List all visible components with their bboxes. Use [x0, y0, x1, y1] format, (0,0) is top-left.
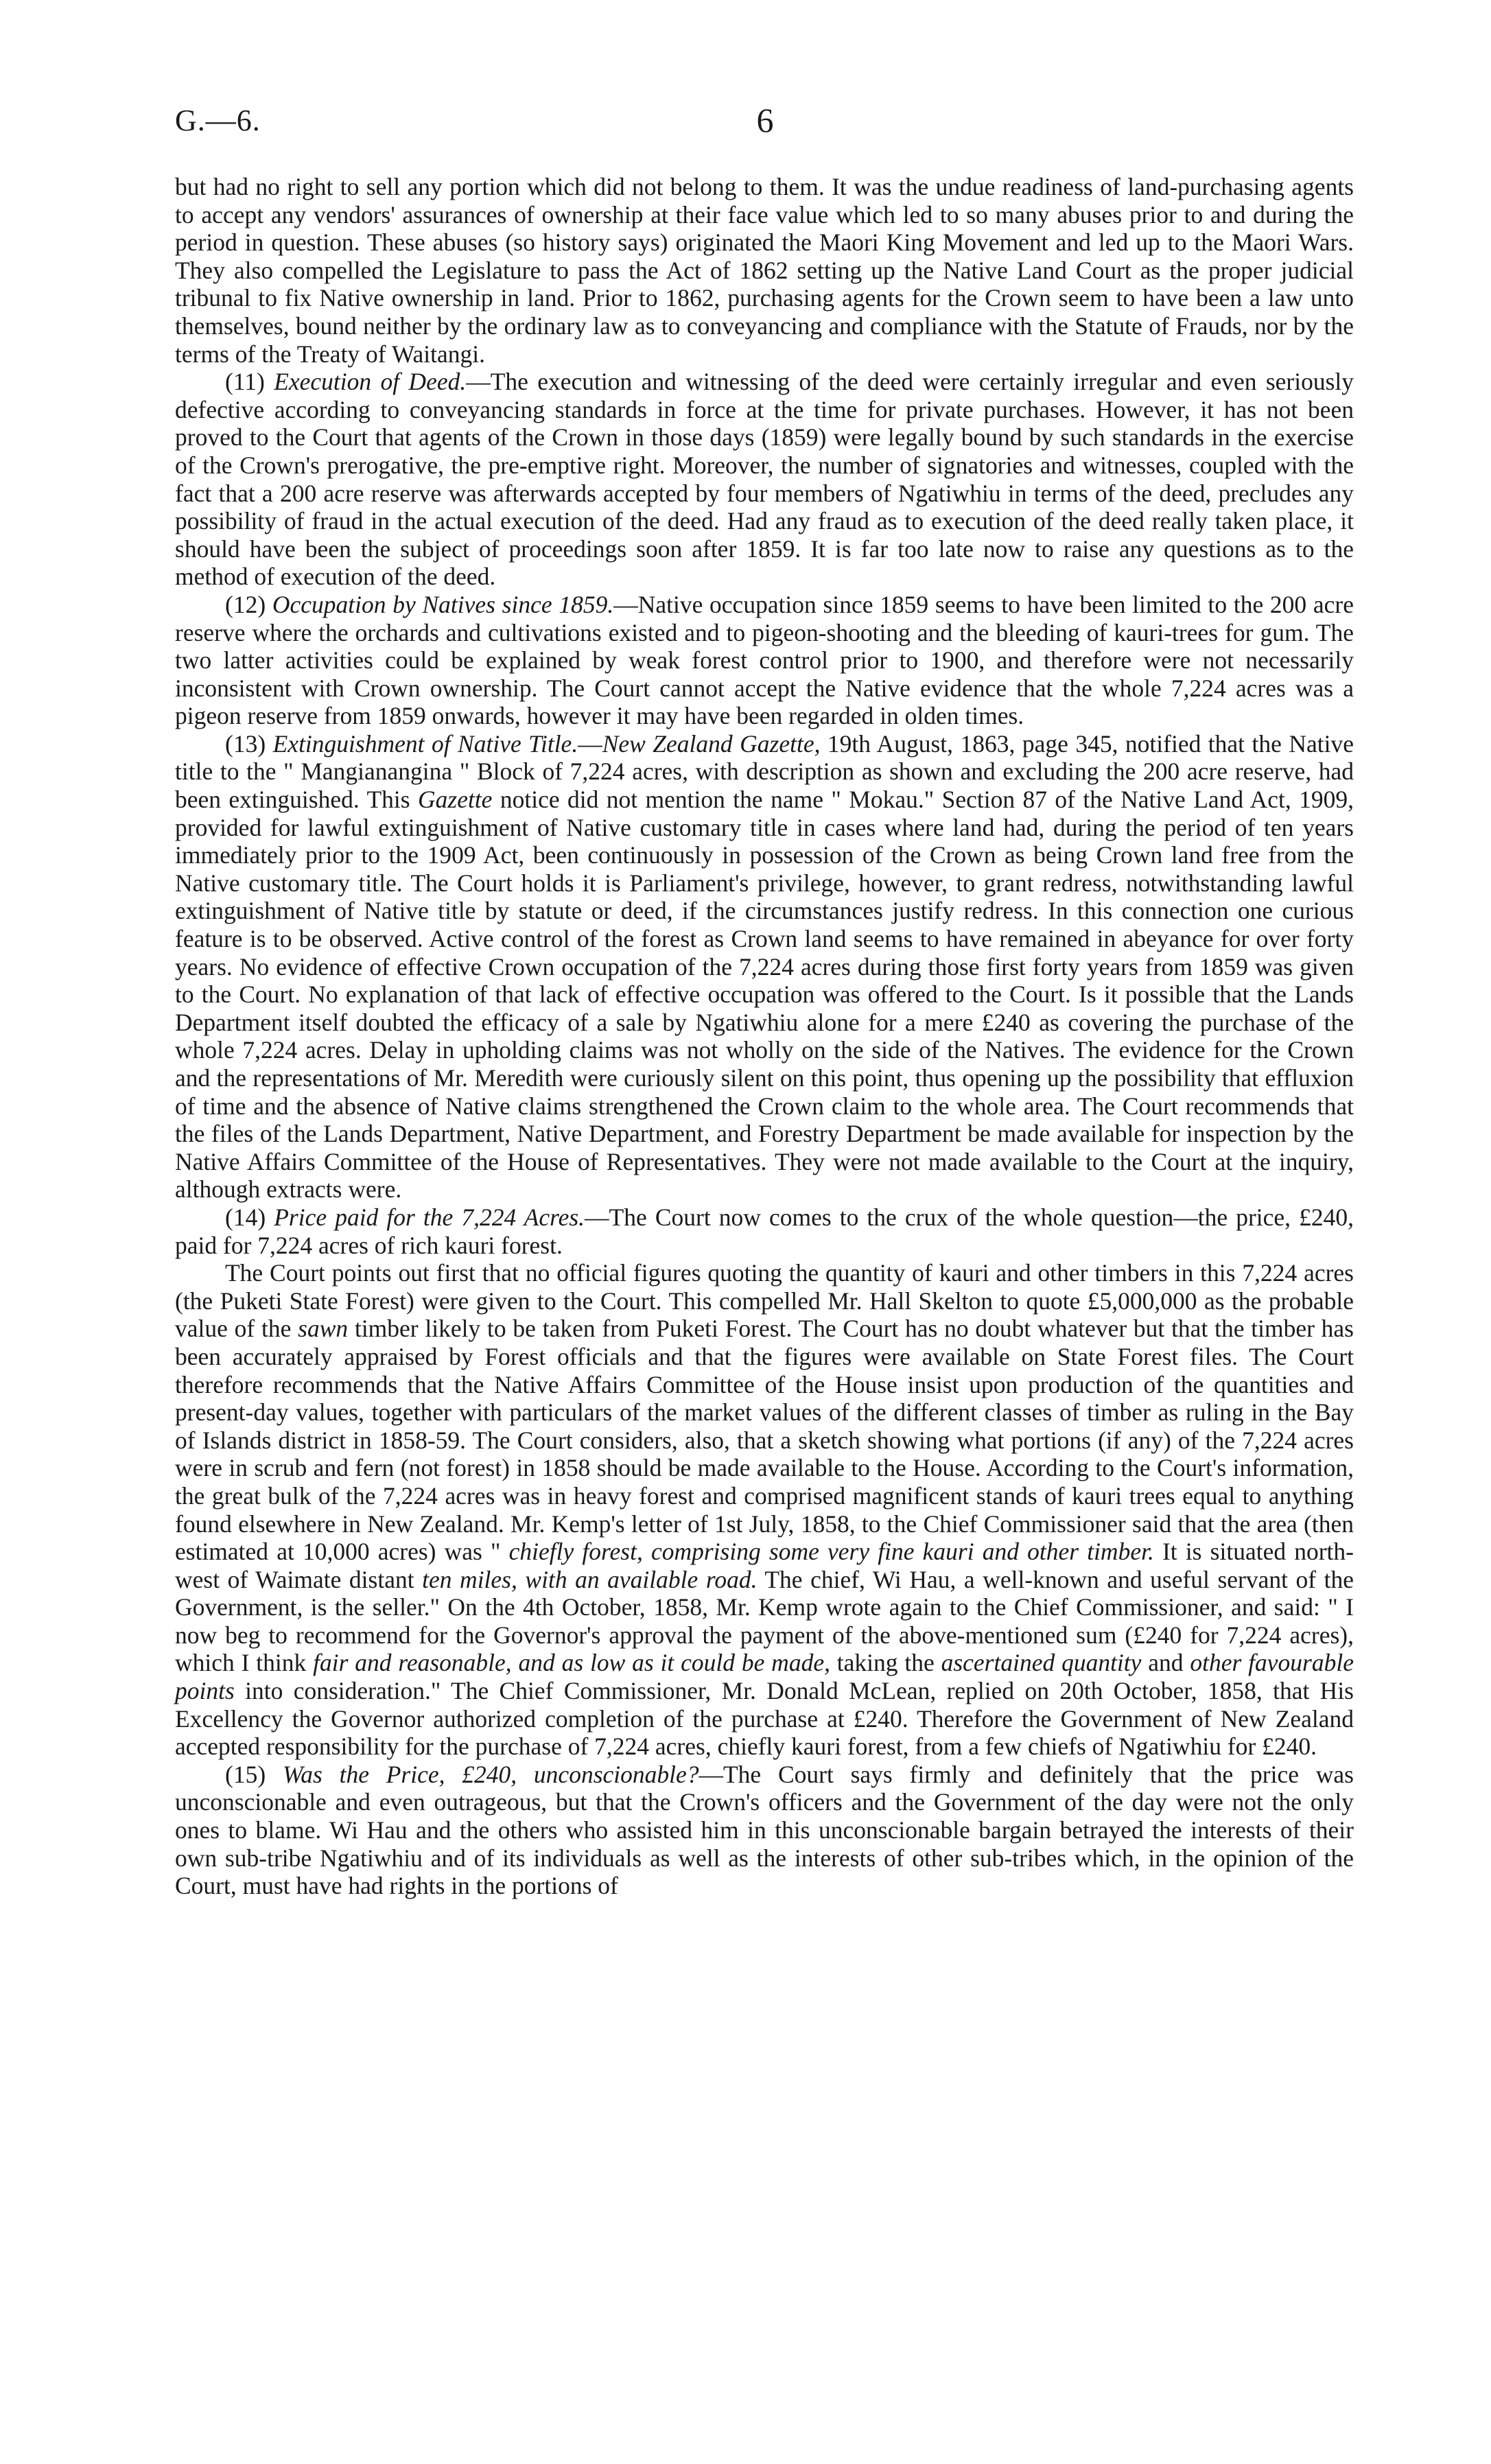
paragraph — [175, 730, 1354, 1204]
text-run: (11) — [225, 368, 274, 396]
text-run: notice did not mention the name " Mokau." Section 87 of the Native Land Act, 1909, provided for lawful extinguishment of Native customary title in cases where land had, during the period of ten years immediately prior to the 1909 Act, been continuously in possession of the Crown as being Crown land free from the Native customary title. The Court holds it is Parliament's privilege, however, to grant redress, notwithstanding lawful extinguishment of Native title by statute or deed, if the circumstances justify redress. In this connection one curious feature is to be observed. Active control of the forest as Crown land seems to have remained in abeyance for over forty years. No evidence of effective Crown occupation of the 7,224 acres during those first forty years from 1859 was given to the Court. No explanation of that lack of effective occupation was offered to the Court. Is it possible that the Lands Department itself doubted the efficacy of a sale by Ngatiwhiu alone for a mere £240 as covering the purchase of the whole 7,224 acres. Delay in upholding claims was not wholly on the side of the Natives. The evidence for the Crown and the representations of Mr. Meredith were curiously silent on this point, thus opening up the possibility that effluxion of time and the absence of Native claims strengthened the Crown claim to the whole area. The Court recommends that the files of the Lands Department, Native Department, and Forestry Department be made available for inspection by the Native Affairs Committee of the House of Representatives. They were not made available to the Court at the inquiry, although extracts were. — [175, 786, 1354, 1204]
text-run: The chief, Wi Hau, a well-known and useful servant of the Government, is the seller." On the 4th October, 1858, Mr. Kemp wrote again to the Chief Commissioner, and said: " I now beg to recommend for the Governor's approval the payment of the above-mentioned sum (£240 for 7,224 acres), which I think — [175, 1565, 1354, 1677]
italic-text: fair and reasonable, and as low as it could be made, — [313, 1649, 830, 1677]
paragraph — [175, 591, 1354, 730]
text-run: —The execution and witnessing of the deed were certainly irregular and even seriously defective according to conveyancing standards in force at the time for private purchases. However, it has not been proved to the Court that agents of the Crown in those days (1859) were legally bound by such standards in the exercise of the Crown's prerogative, the pre-emptive right. Moreover, the number of signatories and witnesses, coupled with the fact that a 200 acre reserve was afterwards accepted by four members of Ngatiwhiu in terms of the deed, precludes any possibility of fraud in the actual execution of the deed. Had any fraud as to execution of the deed really taken place, it should have been the subject of proceedings soon after 1859. It is far too late now to raise any questions as to the method of execution of the deed. — [175, 368, 1354, 591]
italic-text: ten miles, with an available road. — [422, 1565, 758, 1593]
text-run: but had no right to sell any portion which did not belong to them. It was the undue readiness of land-purchasing agents to accept any vendors' assurances of ownership at their face value which led to so many abuses prior to and during the period in question. These abuses (so history says) originated the Maori King Movement and led up to the Maori Wars. They also compelled the Legislature to pass the Act of 1862 setting up the Native Land Court as the proper judicial tribunal to fix Native ownership in land. Prior to 1862, purchasing agents for the Crown seem to have been a law unto themselves, bound neither by the ordinary law as to conveyancing and compliance with the Statute of Frauds, nor by the terms of the Treaty of Waitangi. — [175, 173, 1354, 368]
italic-text: Occupation by Natives since 1859. — [272, 590, 614, 618]
text-run: It is situated north-west of Waimate distant — [175, 1538, 1354, 1593]
text-run: and — [1141, 1649, 1190, 1677]
document-reference: G.—6. — [175, 104, 261, 137]
text-run: —Native occupation since 1859 seems to have been limited to the 200 acre reserve where the orchards and cultivations existed and to pigeon-shooting and the bleeding of kauri-trees for gum. The two latter activities could be explained by weak forest control prior to 1900, and therefore were not necessarily inconsistent with Crown ownership. The Court cannot accept the Native evidence that the whole 7,224 acres was a pigeon reserve from 1859 onwards, however it may have been regarded in olden times. — [175, 590, 1354, 730]
text-run: —The Court now comes to the crux of the whole question—the price, £240, paid for 7,224 acres of rich kauri forest. — [175, 1203, 1354, 1259]
italic-text: other favourable points — [175, 1649, 1354, 1705]
paragraph — [175, 1259, 1354, 1761]
italic-text: ascertained quantity — [941, 1649, 1142, 1677]
text-run: The Court points out first that no official figures quoting the quantity of kauri and other timbers in this 7,224 acres (the Puketi State Forest) were given to the Court. This compelled Mr. Hall Skelton to quote £5,000,000 as the probable value of the — [175, 1259, 1354, 1343]
italic-text: chiefly forest, comprising some very fine kauri and other timber. — [508, 1538, 1154, 1566]
paragraph — [175, 1761, 1354, 1900]
italic-text: Execution of Deed. — [274, 368, 467, 396]
italic-text: Price paid for the 7,224 Acres. — [274, 1203, 585, 1231]
text-run: (12) — [225, 590, 272, 618]
text-run: —The Court says firmly and definitely that the price was unconscionable and even outrageous, but that the Crown's officers and the Government of the day were not the only ones to blame. Wi Hau and the others who assisted him in this unconscionable bargain betrayed the interests of their own sub-tribe Ngatiwhiu and of its individuals as well as the interests of other sub-tribes which, in the opinion of the Court, must have had rights in the portions of — [175, 1760, 1354, 1900]
paragraph — [175, 368, 1354, 591]
document-body — [175, 173, 1354, 1900]
text-run: (15) — [225, 1760, 283, 1788]
paragraph — [175, 1204, 1354, 1259]
italic-text: Was the Price, £240, unconscionable? — [282, 1760, 699, 1788]
paragraph — [175, 173, 1354, 368]
italic-text: New Zealand Gazette, — [602, 729, 821, 758]
text-run: — — [578, 729, 602, 758]
text-run: (14) — [225, 1203, 274, 1231]
text-run: 19th August, 1863, page 345, notified that the Native title to the " Mangianangina " Block of 7,224 acres, with description as shown and excluding the 200 acre reserve, had been extinguished. This — [175, 729, 1354, 814]
page-header — [175, 103, 1355, 151]
text-run: into consideration." The Chief Commissioner, Mr. Donald McLean, replied on 20th October, 1858, that His Excellency the Governor authorized completion of the purchase at £240. Therefore the Government of New Zealand accepted responsibility for the purchase of 7,224 acres, chiefly kauri forest, from a few chiefs of Ngatiwhiu for £240. — [175, 1677, 1354, 1761]
italic-text: Extinguishment of Native Title. — [272, 729, 578, 758]
italic-text: sawn — [298, 1315, 349, 1343]
text-run: timber likely to be taken from Puketi Forest. The Court has no doubt whatever but that the timber has been accurately appraised by Forest officials and that the figures were available on State Forest files. The Court therefore recommends that the Native Affairs Committee of the House insist upon production of the quantities and present-day values, together with particulars of the market values of the different classes of timber as ruling in the Bay of Islands district in 1858-59. The Court considers, also, that a sketch showing what portions (if any) of the 7,224 acres were in scrub and fern (not forest) in 1858 should be made available to the House. According to the Court's information, the great bulk of the 7,224 acres was in heavy forest and comprised magnificent stands of kauri trees equal to anything found elsewhere in New Zealand. Mr. Kemp's letter of 1st July, 1858, to the Chief Commissioner said that the area (then estimated at 10,000 acres) was " — [175, 1315, 1354, 1566]
italic-text: Gazette — [418, 786, 493, 814]
page-number: 6 — [756, 101, 774, 139]
text-run: taking the — [830, 1649, 941, 1677]
text-run: (13) — [225, 729, 273, 758]
